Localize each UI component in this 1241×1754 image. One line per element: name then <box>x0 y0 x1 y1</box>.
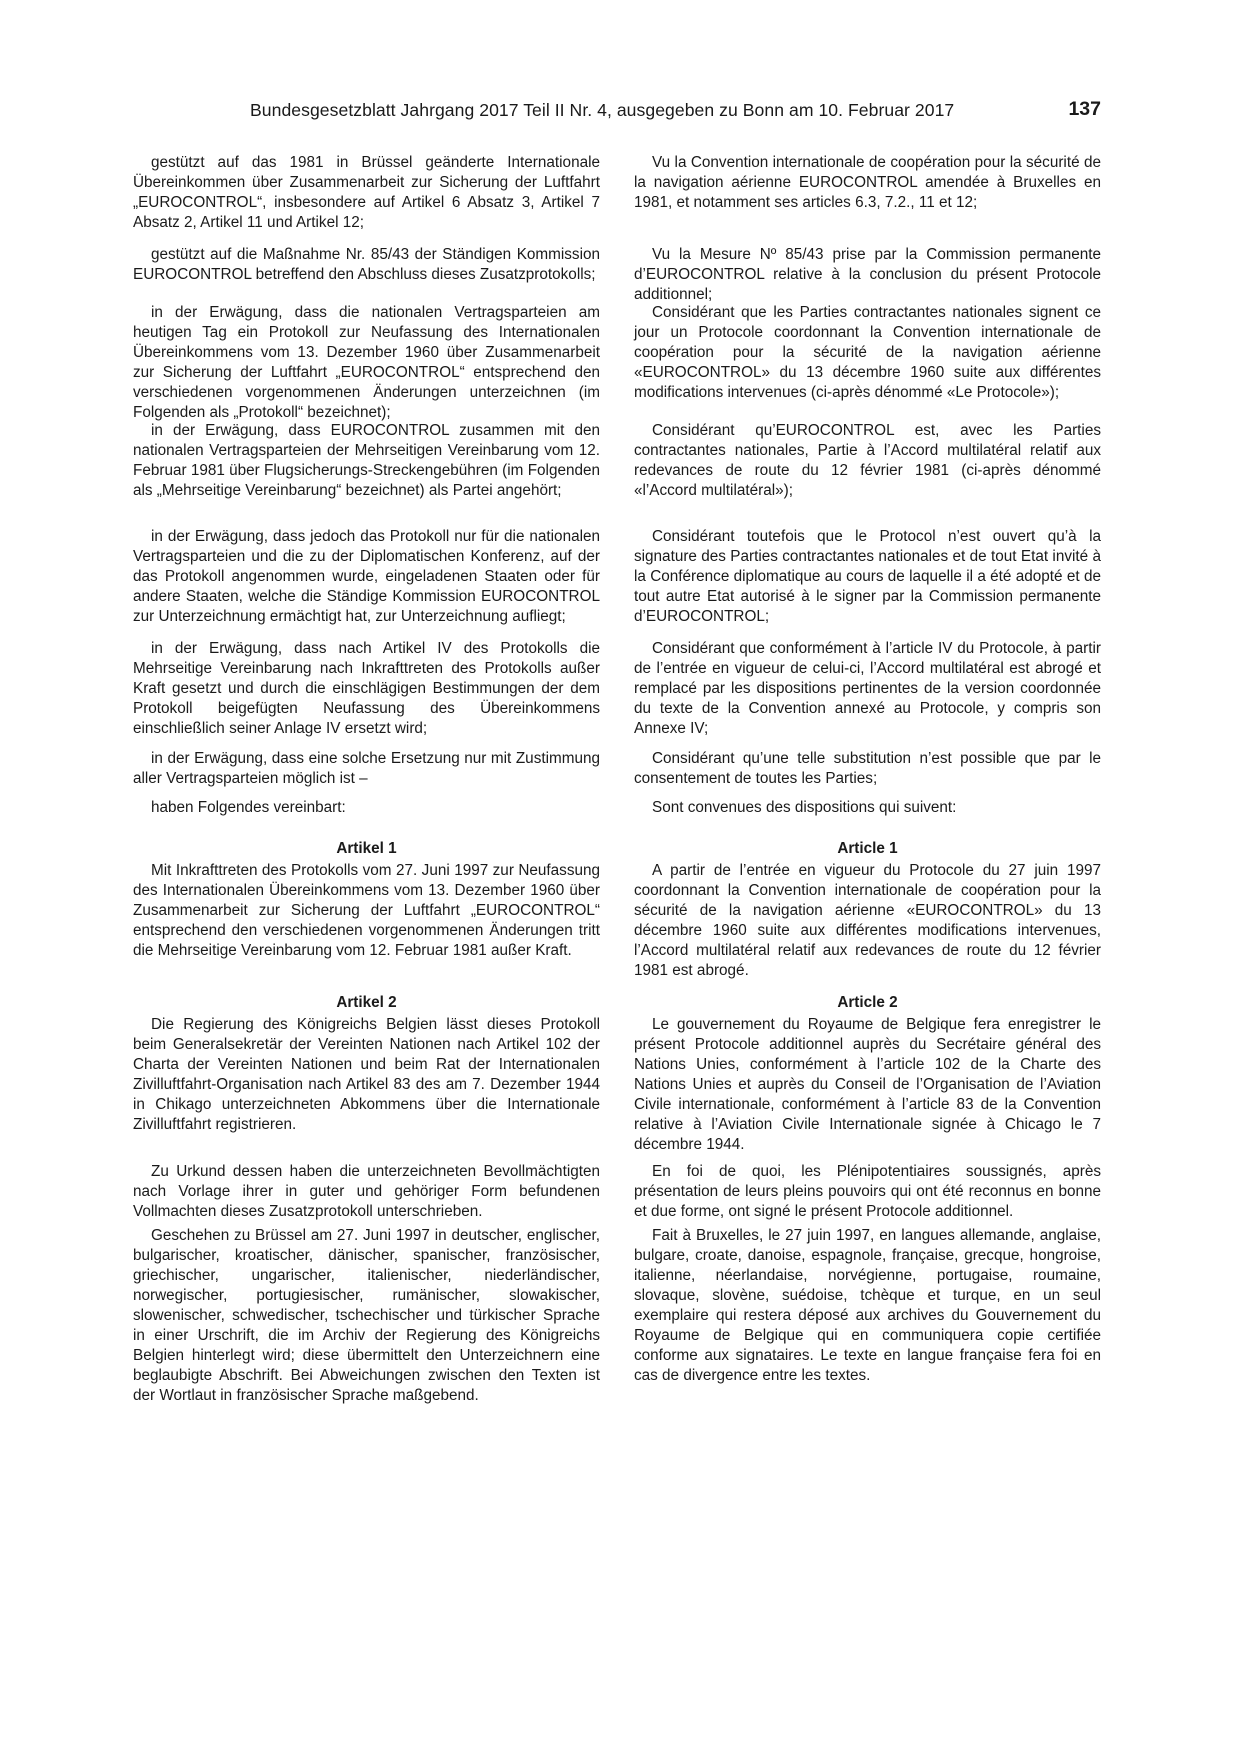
page-header <box>133 98 1101 126</box>
french-article-1-text: A partir de l’entrée en vigueur du Protocole du 27 juin 1997 coordonnant la Convention internationale de coopération pour la sécurité de la navigation aérienne «EUROCONTROL» du 13 décembre 1960 suite aux différentes modifications intervenues, l’Accord multilatéral relatif aux redevances de route du 12 février 1981 est abrogé. <box>634 862 1101 979</box>
french-article-2-text: Le gouvernement du Royaume de Belgique fera enregistrer le présent Protocole additionnel auprès du Secrétaire général des Nations Unies, conformément à l’article 102 de la Charte des Nations Unies et auprès du Conseil de l’Organisation de l’Aviation Civile internationale, conformément à l’article 83 de la Convention relative à l’Aviation Civile Internationale signée à Chicago le 7 décembre 1944. <box>634 1016 1101 1153</box>
french-column <box>634 153 1101 1613</box>
german-article-2-text: Die Regierung des Königreichs Belgien lässt dieses Protokoll beim Generalsekretär der Vereinten Nationen nach Artikel 102 der Charta der Vereinten Nationen und beim Rat der Internationalen Zivilluftfahrt-Organisation nach Artikel 83 des am 7. Dezember 1944 in Chikago unterzeichneten Abkommens über die Internationale Zivilluftfahrt registrieren. <box>133 1016 600 1133</box>
german-recital-article-iv: in der Erwägung, dass nach Artikel IV des Protokolls die Mehrseitige Vereinbarung nach Inkrafttreten des Protokolls außer Kraft gesetzt und durch die einschlägigen Bestimmungen der dem Protokoll beigefügten Neufassung des Übereinkommens einschließlich seiner Anlage IV ersetzt wird; <box>133 640 600 737</box>
french-agreement-clause: Sont convenues des dispositions qui suivent: <box>652 799 957 816</box>
german-done-at-clause: Geschehen zu Brüssel am 27. Juni 1997 in deutscher, englischer, bulgarischer, kroatischer, dänischer, spanischer, französischer, griechischer, ungarischer, italienischer, niederländischer, norwegischer, portugiesischer, rumänischer, slowakischer, slowenischer, schwedischer, tschechischer und türkischer Sprache in einer Urschrift, die im Archiv der Regierung des Königreichs Belgien hinterlegt wird; diese übermittelt den Unterzeichnern eine beglaubigte Abschrift. Bei Abweichungen zwischen den Texten ist der Wortlaut in französischer Sprache maßgebend. <box>133 1227 600 1404</box>
german-article-1-heading: Artikel 1 <box>336 840 397 857</box>
french-recital-signature: Considérant toutefois que le Protocol n’est ouvert qu’à la signature des Parties contractantes nationales et de tout Etat invité à la Conférence diplomatique au cours de laquelle il a été adopté et de tout autre Etat autorisé à le signer par la Commission permanente d’EUROCONTROL; <box>634 528 1101 625</box>
french-article-1-heading: Article 1 <box>837 840 898 857</box>
gazette-header-title: Bundesgesetzblatt Jahrgang 2017 Teil II Nr. 4, ausgegeben zu Bonn am 10. Februar 2017 <box>250 100 955 120</box>
german-column <box>133 153 600 1613</box>
german-article-1-text: Mit Inkrafttreten des Protokolls vom 27. Juni 1997 zur Neufassung des Internationalen Übereinkommens vom 13. Dezember 1960 über Zusammenarbeit zur Sicherung der Luftfahrt „EUROCONTROL“ entsprechend den verschiedenen vorgenommenen Änderungen tritt die Mehrseitige Vereinbarung vom 12. Februar 1981 außer Kraft. <box>133 862 600 959</box>
german-recital-signature: in der Erwägung, dass jedoch das Protokoll nur für die nationalen Vertragsparteien und die zu der Diplomatischen Konferenz, auf der das Protokoll angenommen wurde, eingeladenen Staaten oder für andere Staaten, welche die Ständige Kommission EUROCONTROL zur Unterzeichnung ermächtigt hat, zur Unterzeichnung aufliegt; <box>133 528 600 625</box>
french-recital-protocol: Considérant que les Parties contractantes nationales signent ce jour un Protocole coordonnant la Convention internationale de coopération pour la sécurité de la navigation aérienne «EUROCONTROL» du 13 décembre 1960 suite aux différentes modifications intervenues (ci-après dénommé «Le Protocole»); <box>634 304 1101 401</box>
french-recital-measure: Vu la Mesure Nº 85/43 prise par la Commission permanente d’EUROCONTROL relative à la conclusion du présent Protocole additionnel; <box>634 246 1101 303</box>
german-recital-legal-basis: gestützt auf das 1981 in Brüssel geänderte Internationale Übereinkommen über Zusammenarbeit zur Sicherung der Luftfahrt „EUROCONTROL“, insbesondere auf Artikel 6 Absatz 3, Artikel 7 Absatz 2, Artikel 11 und Artikel 12; <box>133 154 600 231</box>
german-agreement-clause: haben Folgendes vereinbart: <box>151 799 346 816</box>
french-recital-consent: Considérant qu’une telle substitution n’est possible que par le consentement de toutes les Parties; <box>634 750 1101 787</box>
german-witness-clause: Zu Urkund dessen haben die unterzeichneten Bevollmächtigten nach Vorlage ihrer in guter und gehöriger Form befundenen Vollmachten dieses Zusatzprotokoll unterschrieben. <box>133 1163 600 1220</box>
french-witness-clause: En foi de quoi, les Plénipotentiaires soussignés, après présentation de leurs pleins pouvoirs qui ont été reconnus en bonne et due forme, ont signé le présent Protocole additionnel. <box>634 1163 1101 1220</box>
french-recital-multilateral-agreement: Considérant qu’EUROCONTROL est, avec les Parties contractantes nationales, Partie à l’Accord multilatéral relatif aux redevances de route du 12 février 1981 (ci-après dénommé «l’Accord multilatéral»); <box>634 422 1101 499</box>
german-article-2-heading: Artikel 2 <box>336 994 397 1011</box>
french-recital-legal-basis: Vu la Convention internationale de coopération pour la sécurité de la navigation aérienne EUROCONTROL amendée à Bruxelles en 1981, et notamment ses articles 6.3, 7.2., 11 et 12; <box>634 154 1101 211</box>
german-recital-measure: gestützt auf die Maßnahme Nr. 85/43 der Ständigen Kommission EUROCONTROL betreffend den Abschluss dieses Zusatzprotokolls; <box>133 246 600 283</box>
german-recital-consent: in der Erwägung, dass eine solche Ersetzung nur mit Zustimmung aller Vertragsparteien möglich ist – <box>133 750 600 787</box>
german-recital-multilateral-agreement: in der Erwägung, dass EUROCONTROL zusammen mit den nationalen Vertragsparteien der Mehrseitigen Vereinbarung vom 12. Februar 1981 über Flugsicherungs-Streckengebühren (im Folgenden als „Mehrseitige Vereinbarung“ bezeichnet) als Partei angehört; <box>133 422 600 499</box>
german-recital-protocol: in der Erwägung, dass die nationalen Vertragsparteien am heutigen Tag ein Protokoll zur Neufassung des Internationalen Übereinkommens vom 13. Dezember 1960 über Zusammenarbeit zur Sicherung der Luftfahrt „EUROCONTROL“ entsprechend den verschiedenen vorgenommenen Änderungen unterzeichnen (im Folgenden als „Protokoll“ bezeichnet); <box>133 304 600 421</box>
page-number: 137 <box>1068 98 1101 120</box>
french-recital-article-iv: Considérant que conformément à l’article IV du Protocole, à partir de l’entrée en vigueur de celui-ci, l’Accord multilatéral est abrogé et remplacé par les dispositions pertinentes de la version coordonnée du texte de la Convention annexé au Protocole, y compris son Annexe IV; <box>634 640 1101 737</box>
french-article-2-heading: Article 2 <box>837 994 898 1011</box>
french-done-at-clause: Fait à Bruxelles, le 27 juin 1997, en langues allemande, anglaise, bulgare, croate, danoise, espagnole, française, grecque, hongroise, italienne, néerlandaise, norvégienne, portugaise, roumaine, slovaque, slovène, suédoise, tchèque et turque, en un seul exemplaire qui restera déposé aux archives du Gouvernement du Royaume de Belgique qui en communiquera copie certifiée conforme aux signataires. Le texte en langue française fera foi en cas de divergence entre les textes. <box>634 1227 1101 1384</box>
